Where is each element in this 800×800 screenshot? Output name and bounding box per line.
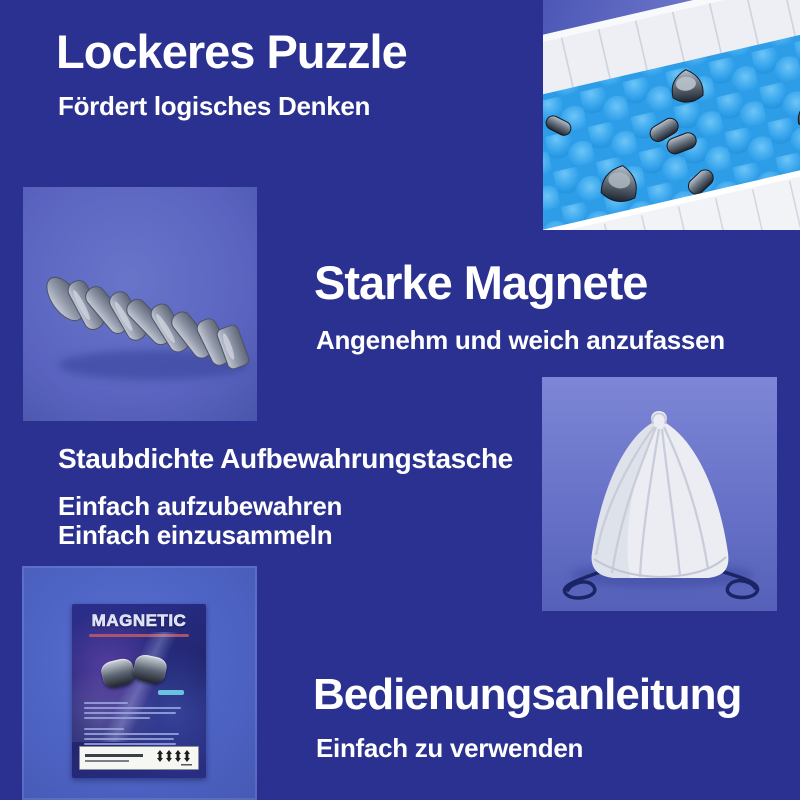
game-box (543, 0, 800, 230)
magnet-polarity-icons (157, 750, 193, 766)
bag-section-line2: Einfach einzusammeln (58, 520, 333, 550)
manual-section-title: Bedienungsanleitung (313, 670, 742, 719)
manual-card-subtitle-line (89, 634, 188, 637)
bag-section-line1: Einfach aufzubewahren (58, 491, 343, 521)
manual-card-badge (158, 690, 184, 695)
magnets-section-title: Starke Magnete (314, 256, 648, 309)
puzzle-section-title: Lockeres Puzzle (56, 25, 407, 78)
manual-card-stone-left (99, 657, 136, 690)
manual-card-stone-right (132, 653, 169, 685)
magnets-section-subtitle: Angenehm und weich anzufassen (316, 325, 725, 355)
manual-card (72, 604, 206, 778)
manual-strip-text-lines (85, 754, 143, 762)
puzzle-section-subtitle: Fördert logisches Denken (58, 91, 371, 121)
manual-card-bottom-strip (79, 746, 199, 770)
puzzle-box-illustration (543, 0, 800, 230)
manual-section-subtitle: Einfach zu verwenden (316, 733, 584, 763)
magnet-chain-photo (23, 187, 257, 421)
manual-card-swirl-decoration (72, 632, 206, 742)
magnet-chain-illustration (23, 187, 257, 421)
manual-photo (22, 566, 257, 800)
storage-bag-photo (542, 377, 777, 611)
bag-section-title: Staubdichte Aufbewahrungstasche (58, 443, 513, 474)
puzzle-box-photo (543, 0, 800, 230)
manual-card-title: MAGNETIC (91, 611, 187, 630)
storage-bag-illustration (542, 377, 777, 611)
manual-card-paragraph-1 (84, 702, 194, 722)
